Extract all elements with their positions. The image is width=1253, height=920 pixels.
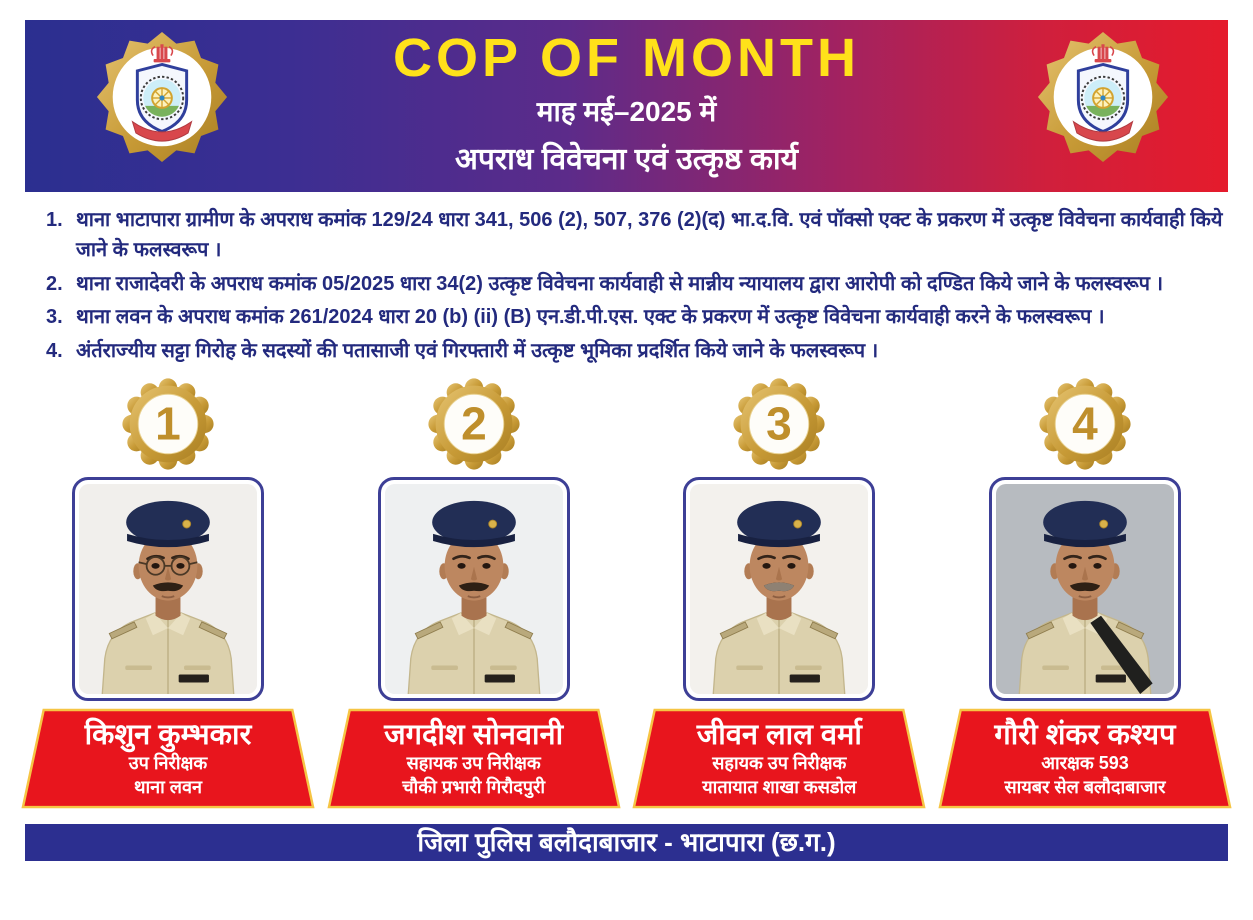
achievement-text: थाना भाटापारा ग्रामीण के अपराध कमांक 129/24 धारा 341, 506 (2), 507, 376 (2)(द) भा.द.वि. एवं पॉक्सो एक्ट के प्रकरण में उत्कृष्ट विवेचना कार्यवाही किये जाने के फलस्वरूप । — [76, 209, 1223, 262]
officer-ribbon-2 — [326, 708, 622, 810]
achievement-text: थाना राजादेवरी के अपराध कमांक 05/2025 धारा 34(2) उत्कृष्ट विवेचना कार्यवाही से मान्नीय न्यायालय द्वारा आरोपी को दण्डित किये जाने के फलस्वरूप । — [76, 272, 1164, 295]
svg-text:1: 1 — [155, 397, 181, 450]
officer-posting: सायबर सेल बलौदाबाजार — [1004, 776, 1166, 797]
achievement-number: 1. — [46, 209, 63, 231]
cop-of-month-poster — [0, 20, 1253, 920]
svg-text:3: 3 — [766, 397, 793, 450]
officer-posting: थाना लवन — [133, 776, 203, 797]
poster-subtitle-month: माह मई–2025 में — [536, 95, 717, 127]
achievement-number: 4. — [46, 339, 63, 362]
officer-designation: आरक्षक 593 — [1041, 752, 1129, 773]
rank-3-badge-icon — [731, 376, 827, 472]
header-band — [25, 20, 1228, 192]
officer-designation: उप निरीक्षक — [128, 752, 208, 773]
officer-designation: सहायक उप निरीक्षक — [406, 752, 541, 773]
rank-4-badge-icon — [1037, 376, 1133, 472]
awards-row — [0, 376, 1253, 810]
poster-subtitle-theme: अपराध विवेचना एवं उत्कृष्ठ कार्य — [454, 142, 799, 176]
officer-posting: यातायात शाखा कसडोल — [702, 776, 857, 797]
footer-band: जिला पुलिस बलौदाबाजार - भाटापारा (छ.ग.) — [25, 824, 1228, 861]
officer-card-1 — [20, 376, 316, 810]
officer-ribbon-4 — [937, 708, 1233, 810]
svg-text:2: 2 — [460, 397, 487, 450]
officer-name: जगदीश सोनवानी — [384, 719, 564, 752]
officer-photo-2 — [378, 477, 570, 701]
officer-photo-4 — [989, 477, 1181, 701]
officer-name: किशुन कुम्भकार — [84, 719, 252, 752]
officer-photo-3 — [683, 477, 875, 701]
officer-posting: चौकी प्रभारी गिरौदपुरी — [402, 776, 546, 797]
officer-photo-1 — [72, 477, 264, 701]
officer-name: गौरी शंकर कश्यप — [994, 719, 1176, 752]
police-emblem-left-icon — [93, 28, 231, 166]
achievement-text: अंर्तराज्यीय सट्टा गिरोह के सदस्यों की पतासाजी एवं गिरफ्तारी में उत्कृष्ट भूमिका प्रदर्शित किये जाने के फलस्वरूप । — [76, 339, 879, 362]
officer-card-3 — [631, 376, 927, 810]
rank-2-badge-icon — [426, 376, 522, 472]
achievement-item — [46, 205, 1225, 266]
achievement-number: 2. — [46, 272, 63, 295]
officer-ribbon-1 — [20, 708, 316, 810]
officer-card-4 — [937, 376, 1233, 810]
officer-name: जीवन लाल वर्मा — [696, 719, 862, 752]
achievements-list — [0, 192, 1253, 366]
achievement-item — [46, 302, 1225, 332]
svg-text:4: 4 — [1072, 397, 1098, 450]
poster-title: COP OF MONTH — [392, 28, 860, 88]
achievement-number: 3. — [46, 306, 63, 329]
achievement-item — [46, 269, 1225, 299]
rank-1-badge-icon — [120, 376, 216, 472]
officer-ribbon-3 — [631, 708, 927, 810]
achievement-text: थाना लवन के अपराध कमांक 261/2024 धारा 20 (b) (ii) (B) एन.डी.पी.एस. एक्ट के प्रकरण में उत्कृष्ट विवेचना कार्यवाही करने के फलस्वरूप । — [76, 306, 1105, 329]
police-emblem-right-icon — [1034, 28, 1172, 166]
officer-designation: सहायक उप निरीक्षक — [712, 752, 847, 773]
achievement-item — [46, 336, 1225, 366]
officer-card-2 — [326, 376, 622, 810]
